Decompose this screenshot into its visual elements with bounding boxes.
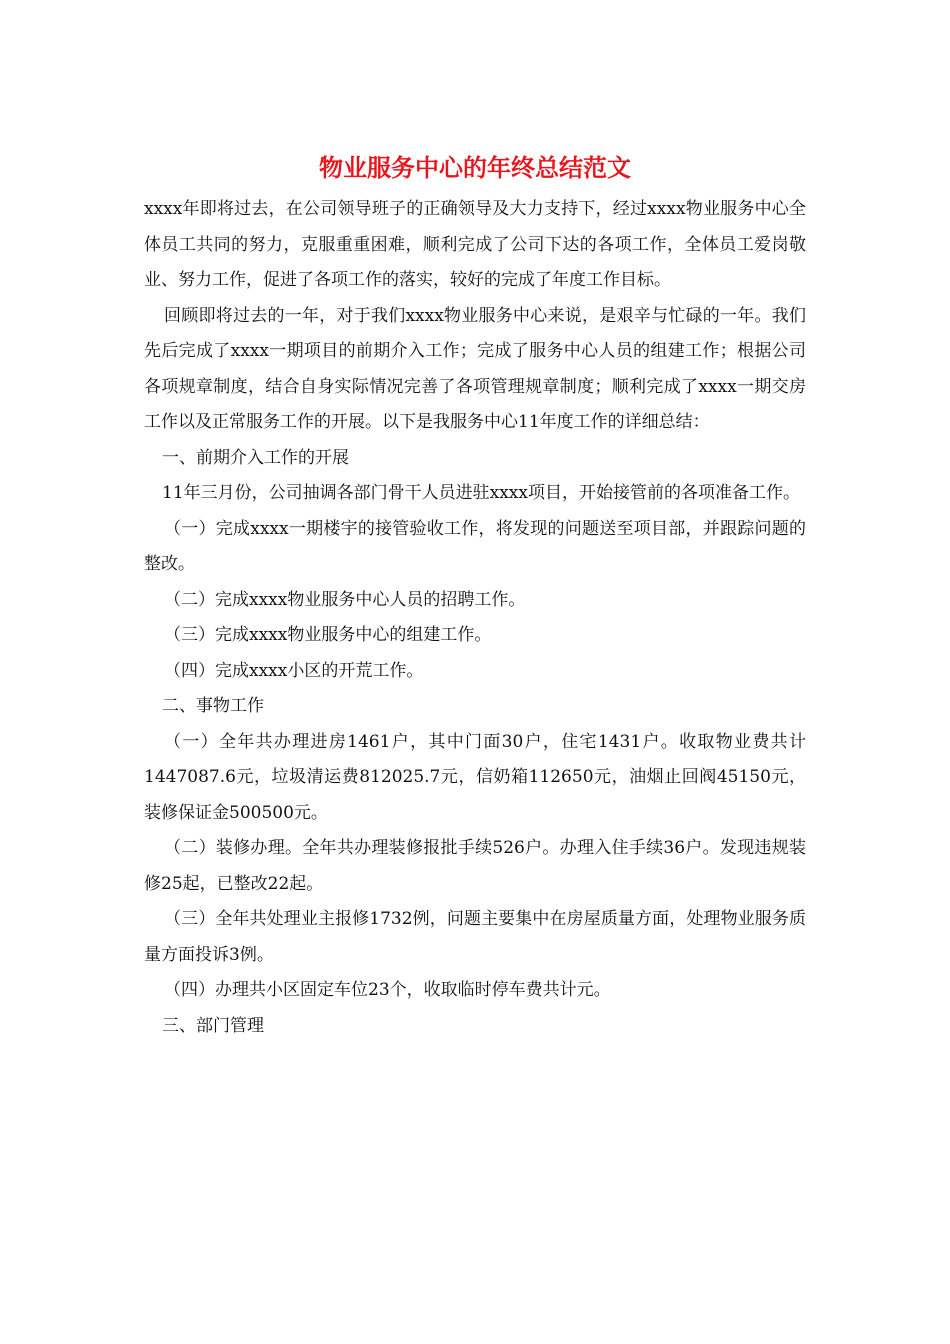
section-heading-1: 一、前期介入工作的开展: [162, 447, 349, 468]
paragraph-review: 回顾即将过去的一年，对于我们xxxx物业服务中心来说，是艰辛与忙碌的一年。我们先后完成了xxxx一期项目的前期介入工作；完成了服务中心人员的组建工作；根据公司各项规章制度，结合自身实际情况完善了各项管理规章制度；顺利完成了xxxx一期交房工作以及正常服务工作的开展。以下是我服务中心11年度工作的详细总结：: [144, 305, 806, 432]
list-item-2-4: （四）办理共小区固定车位23个，收取临时停车费共计元。: [164, 980, 611, 1000]
list-item-2-3: （三）全年共处理业主报修1732例，问题主要集中在房屋质量方面，处理物业服务质量方面投诉3例。: [144, 909, 806, 965]
section-heading-3: 三、部门管理: [162, 1015, 264, 1036]
list-item-1-2: （二）完成xxxx物业服务中心人员的招聘工作。: [164, 589, 526, 610]
list-item-1-1: （一）完成xxxx一期楼宇的接管验收工作，将发现的问题送至项目部，并跟踪问题的整改。: [144, 518, 806, 574]
paragraph-intro: xxxx年即将过去，在公司领导班子的正确领导及大力支持下，经过xxxx物业服务中心全体员工共同的努力，克服重重困难，顺利完成了公司下达的各项工作，全体员工爱岗敬业、努力工作，促进了各项工作的落实，较好的完成了年度工作目标。: [144, 199, 806, 290]
document-body: [144, 192, 806, 1044]
section-heading-2: 二、事物工作: [162, 696, 264, 716]
list-item-1-3: （三）完成xxxx物业服务中心的组建工作。: [164, 625, 492, 645]
list-item-1-4: （四）完成xxxx小区的开荒工作。: [164, 660, 424, 681]
document-title: 物业服务中心的年终总结范文: [319, 153, 631, 182]
list-item-2-2: （二）装修办理。全年共办理装修报批手续526户。办理入住手续36户。发现违规装修25起，已整改22起。: [144, 838, 806, 894]
list-item-2-1: （一）全年共办理进房1461户，其中门面30户，住宅1431户。收取物业费共计1447087.6元，垃圾清运费812025.7元，信奶箱112650元，油烟止回阀45150元，装修保证金500500元。: [144, 731, 806, 823]
paragraph-section-1: 11年三月份，公司抽调各部门骨干人员进驻xxxx项目，开始接管前的各项准备工作。: [162, 483, 800, 503]
